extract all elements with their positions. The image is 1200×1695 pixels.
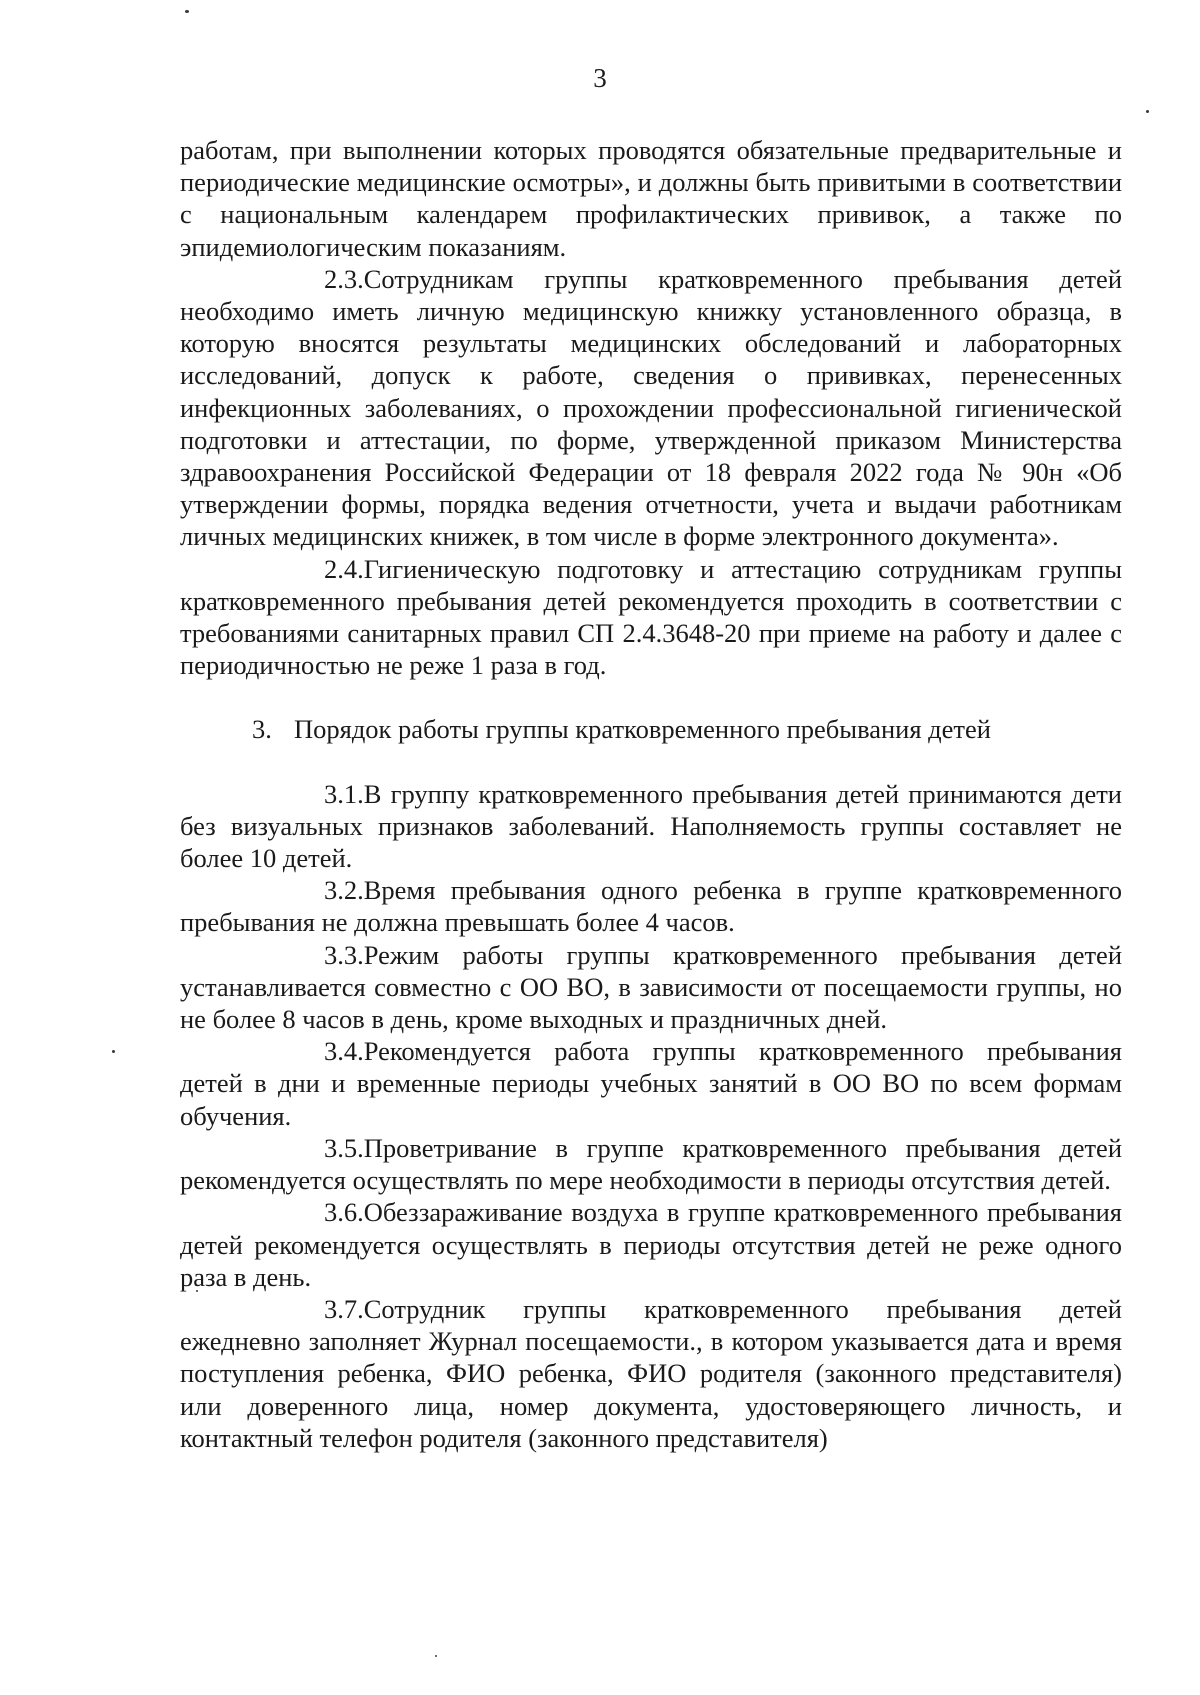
paragraph-3-2 bbox=[180, 874, 1122, 938]
paragraph-number: 3.5. bbox=[324, 1132, 364, 1163]
paragraph-number: 3.1. bbox=[324, 778, 364, 809]
page-number: 3 bbox=[593, 63, 607, 93]
paragraph-number: 3.3. bbox=[324, 939, 364, 970]
paragraph-text: Сотрудник группы кратковременного пребывания детей ежедневно заполняет Журнал посещаемости., в котором указывается дата и время поступления ребенка, ФИО ребенка, ФИО родителя (законного представителя) или доверенного лица, номер документа, удостоверяющего личность, и контактный телефон родителя (законного представителя) bbox=[180, 1293, 1122, 1453]
paragraph-3-7 bbox=[180, 1293, 1122, 1454]
paragraph-text: Рекомендуется работа группы кратковременного пребывания детей в дни и временные периоды учебных занятий в ОО ВО по всем формам обучения. bbox=[180, 1036, 1122, 1131]
paragraph-number: 2.4. bbox=[324, 553, 364, 584]
scan-speck bbox=[185, 10, 189, 13]
paragraph-3-5 bbox=[180, 1132, 1122, 1196]
paragraph-text: Режим работы группы кратковременного пребывания детей устанавливается совместно с ОО ВО, в зависимости от посещаемости группы, но не более 8 часов в день, кроме выходных и праздничных дней. bbox=[180, 939, 1122, 1035]
paragraph-3-3 bbox=[180, 939, 1122, 1036]
paragraph-number: 2.3. bbox=[324, 263, 364, 294]
paragraph-3-4 bbox=[180, 1035, 1122, 1132]
paragraph-number: 3.7. bbox=[324, 1293, 364, 1324]
paragraph-text: Обеззараживание воздуха в группе кратковременного пребывания детей рекомендуется осуществлять в периоды отсутствия детей не реже одного раза в день. bbox=[180, 1197, 1122, 1292]
scan-speck bbox=[435, 1655, 437, 1657]
paragraph-2-4 bbox=[180, 553, 1122, 682]
scan-speck bbox=[112, 1050, 115, 1053]
paragraph-continuation bbox=[180, 134, 1122, 263]
section-title: Порядок работы группы кратковременного пребывания детей bbox=[294, 714, 991, 745]
paragraph-3-6 bbox=[180, 1196, 1122, 1293]
scan-speck bbox=[1146, 110, 1149, 113]
paragraph-text: Время пребывания одного ребенка в группе кратковременного пребывания не должна превышать более 4 часов. bbox=[180, 875, 1122, 938]
paragraph-text: Сотрудникам группы кратковременного пребывания детей необходимо иметь личную медицинскую книжку установленного образца, в которую вносятся результаты медицинских обследований и лабораторных исследований, допуск к работе, сведения о прививках, перенесенных инфекционных заболеваниях, о прохождении профессиональной гигиенической подготовки и аттестации, по форме, утвержденной приказом Министерства здравоохранения Российской Федерации от 18 февраля 2022 года № 90н «Об утверждении формы, порядка ведения отчетности, учета и выдачи работникам личных медицинских книжек, в том числе в форме электронного документа». bbox=[180, 263, 1122, 552]
paragraph-2-3 bbox=[180, 263, 1122, 553]
paragraph-number: 3.4. bbox=[324, 1036, 364, 1067]
paragraph-number: 3.6. bbox=[324, 1197, 364, 1228]
paragraph-number: 3.2. bbox=[324, 875, 364, 906]
paragraph-3-1 bbox=[180, 778, 1122, 875]
section-number: 3. bbox=[252, 714, 272, 745]
document-body bbox=[180, 134, 1122, 1454]
section-heading bbox=[180, 713, 1122, 745]
paragraph-text: работам, при выполнении которых проводятся обязательные предварительные и периодические медицинские осмотры», и должны быть привитыми в соответствии с национальным календарем профилактических прививок, а также по эпидемиологическим показаниям. bbox=[180, 135, 1122, 262]
paragraph-text: Гигиеническую подготовку и аттестацию сотрудникам группы кратковременного пребывания детей рекомендуется проходить в соответствии с требованиями санитарных правил СП 2.4.3648-20 при приеме на работу и далее с периодичностью не реже 1 раза в год. bbox=[180, 553, 1122, 681]
paragraph-text: В группу кратковременного пребывания детей принимаются дети без визуальных признаков заболеваний. Наполняемость группы составляет не более 10 детей. bbox=[180, 778, 1122, 874]
paragraph-text: Проветривание в группе кратковременного пребывания детей рекомендуется осуществлять по мере необходимости в периоды отсутствия детей. bbox=[180, 1132, 1122, 1196]
